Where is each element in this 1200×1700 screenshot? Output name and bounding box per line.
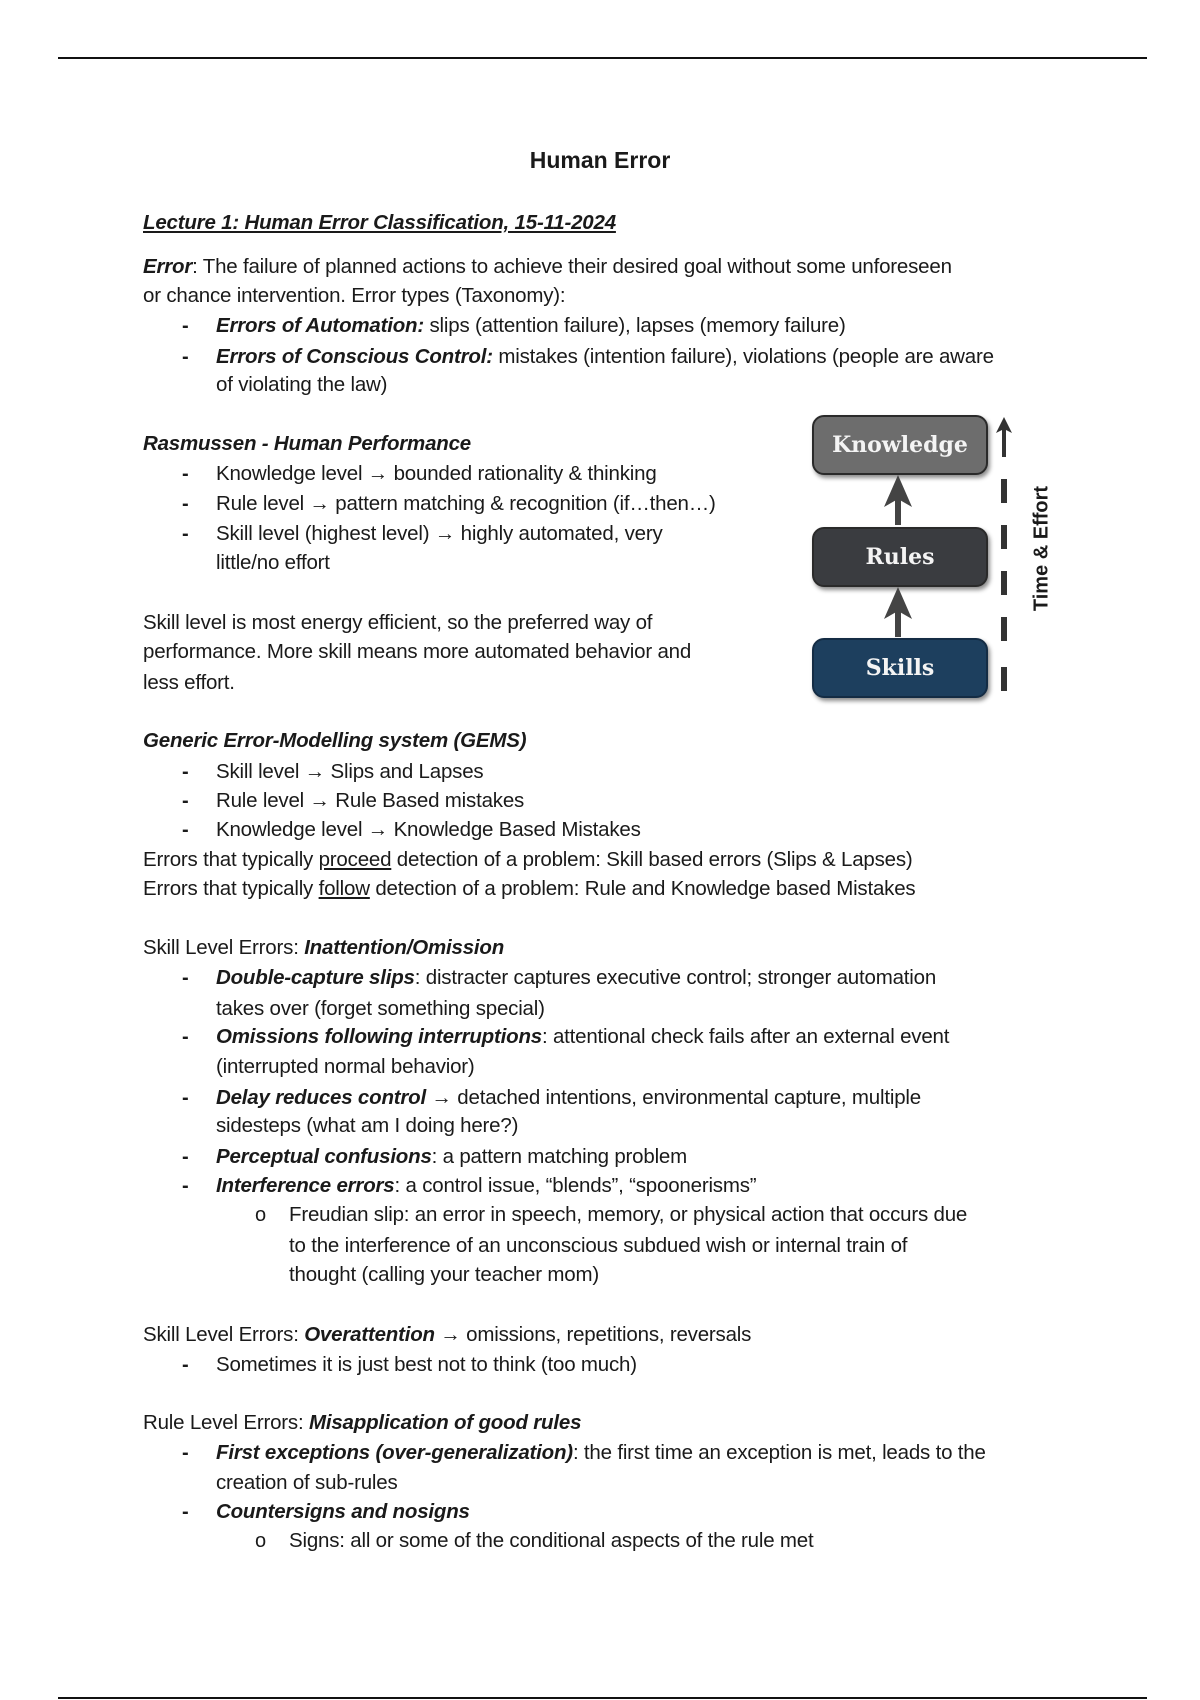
text-segment: Sometimes it is just best not to think (too much) (216, 1353, 637, 1376)
emphasis-text: Overattention (304, 1323, 435, 1346)
text-segment: detection of a problem: Skill based errors (Slips & Lapses) (391, 848, 913, 871)
text-segment: or chance intervention. Error types (Taxonomy): (143, 284, 566, 307)
emphasis-text: Rasmussen - Human Performance (143, 432, 472, 455)
text-line (289, 1261, 599, 1289)
text-segment: to the interference of an unconscious subdued wish or internal train of (289, 1234, 908, 1257)
bullet-dash-icon: - (182, 1354, 189, 1376)
arrow-up-icon (884, 475, 912, 525)
text-segment: : The failure of planned actions to achieve their desired goal without some unforeseen (192, 255, 952, 278)
list-item (216, 312, 846, 340)
emphasis-text: Double-capture slips (216, 966, 415, 989)
text-segment: (interrupted normal behavior) (216, 1055, 475, 1078)
bottom-rule (58, 1697, 1147, 1699)
text-segment: Rule level → pattern matching & recognition (if…then…) (216, 492, 716, 515)
text-segment: : a control issue, “blends”, “spoonerisms” (394, 1174, 757, 1197)
list-item (216, 1023, 949, 1051)
bullet-dash-icon: - (182, 493, 189, 515)
emphasis-text: Errors of Automation: (216, 314, 425, 337)
text-segment: Signs: all or some of the conditional aspects of the rule met (289, 1529, 814, 1552)
text-line (216, 1469, 398, 1497)
text-segment: Skill level (highest level) → highly automated, very (216, 522, 663, 545)
list-item (216, 1172, 756, 1200)
text-segment: takes over (forget something special) (216, 997, 545, 1020)
bullet-dash-icon: - (182, 1175, 189, 1197)
emphasis-text: Inattention/Omission (304, 936, 505, 959)
text-segment: Rule level → Rule Based mistakes (216, 789, 525, 812)
bullet-dash-icon: - (182, 1146, 189, 1168)
bullet-dash-icon: - (182, 761, 189, 783)
text-segment: Rule Level Errors: (143, 1411, 309, 1434)
text-segment: performance. More skill means more automated behavior and (143, 640, 692, 663)
text-line (216, 371, 387, 399)
time-effort-label: Time & Effort (1030, 485, 1053, 612)
text-line (216, 1053, 475, 1081)
bullet-dash-icon: - (182, 523, 189, 545)
text-line (143, 934, 504, 962)
text-segment: mistakes (intention failure), violations (people are aware (492, 345, 994, 368)
bullet-dash-icon: - (182, 346, 189, 368)
bullet-dash-icon: - (182, 1026, 189, 1048)
text-segment: → detached intentions, environmental capture, multiple (426, 1086, 921, 1109)
list-item (289, 1201, 967, 1229)
text-line (289, 1232, 907, 1260)
text-segment: Skill Level Errors: (143, 936, 305, 959)
list-item (216, 758, 483, 786)
list-item (216, 1143, 687, 1171)
knowledge-box: Knowledge (812, 415, 988, 475)
list-item (289, 1527, 814, 1555)
emphasis-text: First exceptions (over-generalization) (216, 1441, 573, 1464)
text-line (143, 875, 915, 903)
bullet-dash-icon: - (182, 1501, 189, 1523)
bullet-dash-icon: - (182, 967, 189, 989)
emphasis-text: Generic Error-Modelling system (GEMS) (143, 729, 527, 752)
rasmussen-diagram (800, 405, 1060, 695)
text-segment: Knowledge level → bounded rationality & thinking (216, 462, 657, 485)
bullet-dash-icon: - (182, 463, 189, 485)
bullet-dash-icon: - (182, 790, 189, 812)
list-item (216, 1498, 470, 1526)
text-segment: : the first time an exception is met, leads to the (572, 1441, 986, 1464)
emphasis-text: Error (143, 255, 193, 278)
text-line (143, 209, 616, 237)
text-segment: Skill Level Errors: (143, 1323, 305, 1346)
text-line (143, 609, 652, 637)
list-item (216, 816, 641, 844)
text-segment: proceed (318, 848, 392, 871)
page-title: Human Error (529, 147, 671, 173)
text-line (143, 846, 913, 874)
text-segment: Knowledge level → Knowledge Based Mistakes (216, 818, 641, 841)
list-item (216, 343, 994, 371)
text-segment: : distracter captures executive control; stronger automation (414, 966, 937, 989)
text-segment: little/no effort (216, 551, 330, 574)
rules-box: Rules (812, 527, 988, 587)
text-segment: : a pattern matching problem (431, 1145, 688, 1168)
text-segment: slips (attention failure), lapses (memory failure) (424, 314, 846, 337)
text-line (216, 549, 330, 577)
text-line (143, 727, 526, 755)
text-line (143, 282, 565, 310)
emphasis-text: Perceptual confusions (216, 1145, 432, 1168)
text-segment: sidesteps (what am I doing here?) (216, 1114, 519, 1137)
text-segment: → omissions, repetitions, reversals (434, 1323, 752, 1346)
emphasis-text: Errors of Conscious Control: (216, 345, 493, 368)
text-segment: Skill level → Slips and Lapses (216, 760, 484, 783)
text-segment: thought (calling your teacher mom) (289, 1263, 599, 1286)
bullet-circle-icon: o (255, 1530, 267, 1552)
text-segment: creation of sub-rules (216, 1471, 398, 1494)
bullet-dash-icon: - (182, 1442, 189, 1464)
bullet-dash-icon: - (182, 1087, 189, 1109)
text-segment: detection of a problem: Rule and Knowledge based Mistakes (369, 877, 916, 900)
emphasis-text: Interference errors (216, 1174, 395, 1197)
text-segment: : attentional check fails after an external event (541, 1025, 950, 1048)
skills-box: Skills (812, 638, 988, 698)
text-segment: less effort. (143, 671, 235, 694)
arrow-up-icon (884, 587, 912, 637)
list-item (216, 460, 657, 488)
list-item (216, 490, 716, 518)
emphasis-text: Lecture 1: Human Error Classification, 15-11-2024 (143, 211, 616, 234)
list-item (216, 964, 936, 992)
text-line (143, 253, 952, 281)
text-segment: follow (318, 877, 370, 900)
emphasis-text: Omissions following interruptions (216, 1025, 542, 1048)
text-line (143, 1321, 751, 1349)
text-segment: Errors that typically (143, 848, 319, 871)
text-line (143, 638, 691, 666)
text-line (216, 995, 545, 1023)
text-segment: of violating the law) (216, 373, 388, 396)
bullet-dash-icon: - (182, 315, 189, 337)
list-item (216, 787, 524, 815)
text-line (143, 669, 235, 697)
list-item (216, 520, 663, 548)
text-segment: Skill level is most energy efficient, so the preferred way of (143, 611, 653, 634)
list-item (216, 1084, 921, 1112)
dashed-arrow-icon (995, 417, 1013, 697)
text-segment: Errors that typically (143, 877, 319, 900)
text-segment: Freudian slip: an error in speech, memory, or physical action that occurs due (289, 1203, 968, 1226)
emphasis-text: Delay reduces control (216, 1086, 426, 1109)
list-item (216, 1439, 986, 1467)
text-line (143, 430, 471, 458)
bullet-dash-icon: - (182, 819, 189, 841)
emphasis-text: Misapplication of good rules (308, 1411, 582, 1434)
text-line (143, 1409, 581, 1437)
list-item (216, 1351, 637, 1379)
top-rule (58, 57, 1147, 59)
bullet-circle-icon: o (255, 1204, 267, 1226)
text-line (216, 1112, 518, 1140)
emphasis-text: Countersigns and nosigns (216, 1500, 470, 1523)
